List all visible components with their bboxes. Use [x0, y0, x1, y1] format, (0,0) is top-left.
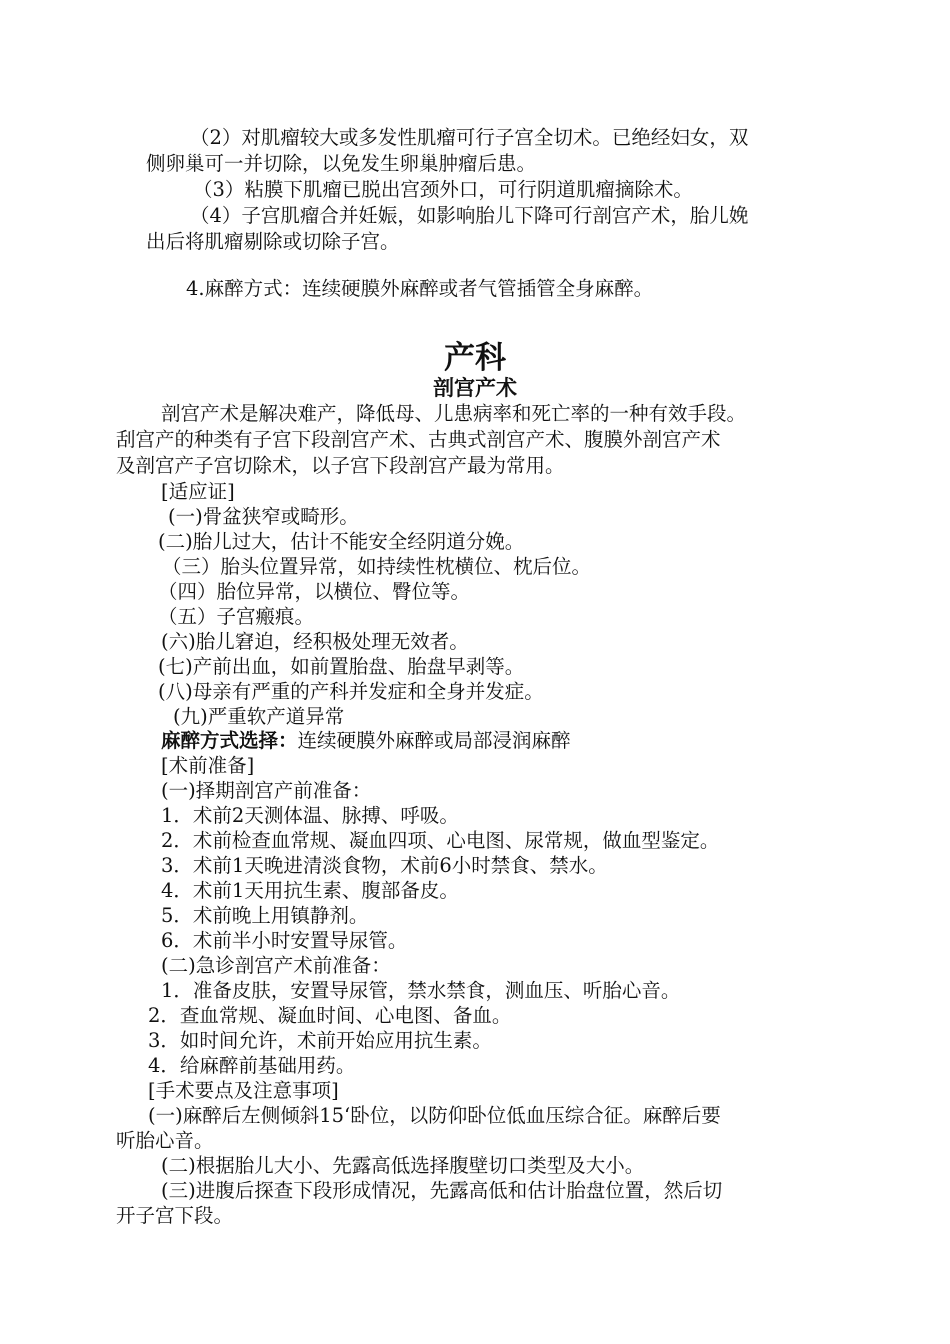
surgery-line: 开子宫下段。	[116, 1204, 234, 1227]
indication-item: (六)胎儿窘迫，经积极处理无效者。	[161, 630, 469, 653]
indication-item: （四）胎位异常，以横位、臀位等。	[158, 580, 471, 603]
elective-item: 5．术前晚上用镇静剂。	[161, 904, 369, 927]
anesthesia-choice-label: 麻醉方式选择：	[161, 729, 298, 752]
indication-item: （五）子宫瘢痕。	[158, 605, 315, 628]
indication-item: （三）胎头位置异常，如持续性枕横位、枕后位。	[162, 555, 592, 578]
intro-line: 剖宫产术是解决难产，降低母、儿患病率和死亡率的一种有效手段。	[161, 402, 747, 425]
paragraph-line: （4）子宫肌瘤合并妊娠，如影响胎儿下降可行剖宫产术，胎儿娩	[190, 204, 749, 227]
elective-item: 4．术前1天用抗生素、腹部备皮。	[161, 879, 459, 902]
surgery-line: (二)根据胎儿大小、先露高低选择腹壁切口类型及大小。	[161, 1154, 645, 1177]
paragraph-line: （3）粘膜下肌瘤已脱出宫颈外口，可行阴道肌瘤摘除术。	[193, 178, 693, 201]
surgery-line: (一)麻醉后左侧倾斜15‘卧位，以防仰卧位低血压综合征。麻醉后要	[148, 1104, 721, 1127]
emergency-heading: (二)急诊剖宫产术前准备：	[161, 954, 391, 977]
emergency-item: 2．查血常规、凝血时间、心电图、备血。	[148, 1004, 512, 1027]
surgery-heading: [手术要点及注意事项]	[148, 1079, 339, 1102]
anesthesia-choice-value: 连续硬膜外麻醉或局部浸润麻醉	[297, 729, 571, 752]
paragraph-line: （2）对肌瘤较大或多发性肌瘤可行子宫全切术。已绝经妇女，双	[190, 126, 749, 149]
indication-item: (一)骨盆狭窄或畸形。	[168, 505, 359, 528]
indications-heading: [适应证]	[161, 480, 235, 503]
elective-item: 2．术前检查血常规、凝血四项、心电图、尿常规，做血型鉴定。	[161, 829, 720, 852]
emergency-item: 1．准备皮肤，安置导尿管，禁水禁食，测血压、听胎心音。	[161, 979, 681, 1002]
preop-heading: [术前准备]	[161, 754, 255, 777]
section-title: 产科	[444, 340, 506, 376]
emergency-item: 3．如时间允许，术前开始应用抗生素。	[148, 1029, 492, 1052]
subsection-title: 剖宫产术	[433, 375, 517, 400]
elective-item: 1．术前2天测体温、脉搏、呼吸。	[161, 804, 459, 827]
elective-heading: (一)择期剖宫产前准备：	[161, 779, 372, 802]
elective-item: 6．术前半小时安置导尿管。	[161, 929, 408, 952]
paragraph-line: 侧卵巢可一并切除，以免发生卵巢肿瘤后患。	[146, 152, 537, 175]
intro-line: 及剖宫产子宫切除术，以子宫下段剖宫产最为常用。	[116, 454, 565, 477]
surgery-line: 听胎心音。	[116, 1129, 214, 1152]
indication-item: (七)产前出血，如前置胎盘、胎盘早剥等。	[158, 655, 525, 678]
indication-item: (八)母亲有严重的产科并发症和全身并发症。	[158, 680, 544, 703]
intro-line: 刮宫产的种类有子宫下段剖宫产术、古典式剖宫产术、腹膜外剖宫产术	[116, 428, 721, 451]
paragraph-line: 出后将肌瘤剔除或切除子宫。	[146, 230, 400, 253]
indication-item: (九)严重软产道异常	[173, 705, 345, 728]
surgery-line: (三)进腹后探查下段形成情况，先露高低和估计胎盘位置，然后切	[161, 1179, 723, 1202]
elective-item: 3．术前1天晚进清淡食物，术前6小时禁食、禁水。	[161, 854, 608, 877]
emergency-item: 4．给麻醉前基础用药。	[148, 1054, 356, 1077]
anesthesia-line: 4.麻醉方式：连续硬膜外麻醉或者气管插管全身麻醉。	[186, 277, 654, 300]
indication-item: (二)胎儿过大，估计不能安全经阴道分娩。	[158, 530, 525, 553]
anesthesia-choice	[161, 728, 571, 754]
